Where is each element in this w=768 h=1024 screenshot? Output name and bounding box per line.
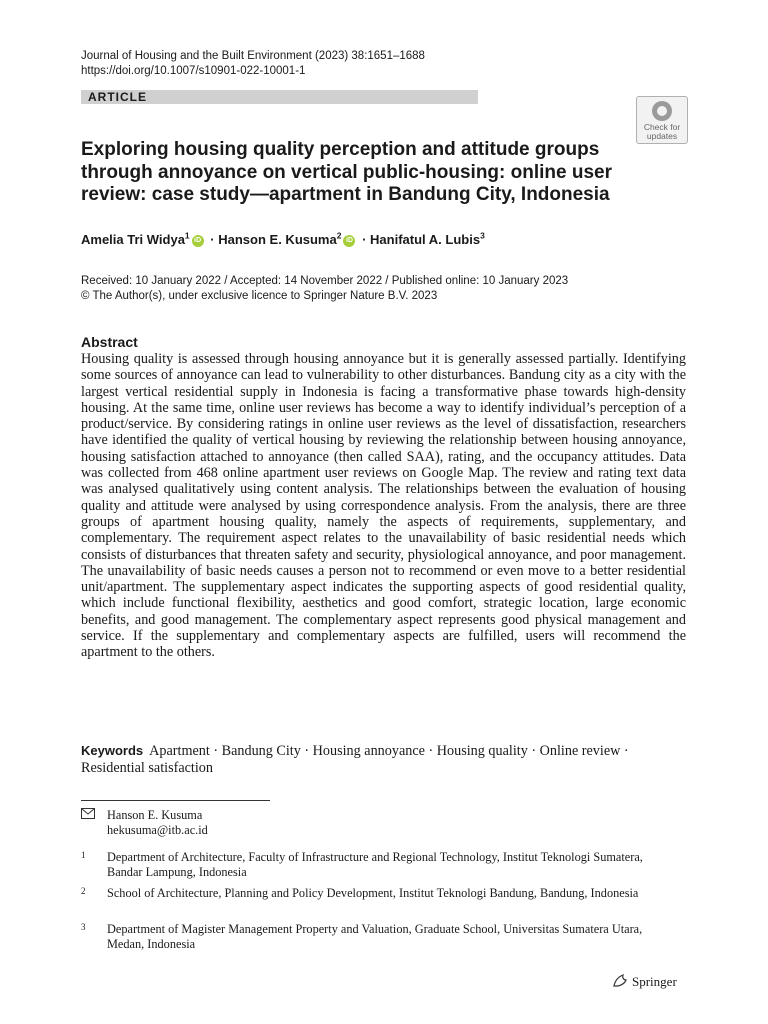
check-for-updates-badge[interactable] bbox=[636, 96, 688, 144]
author-name[interactable]: Hanson E. Kusuma bbox=[218, 232, 337, 247]
author-separator: · bbox=[210, 232, 215, 247]
springer-horse-icon bbox=[612, 974, 628, 988]
orcid-icon[interactable]: iD bbox=[343, 235, 355, 247]
affiliation-marker: 2 bbox=[336, 230, 342, 241]
author-list bbox=[81, 232, 485, 248]
crossmark-icon bbox=[652, 101, 672, 121]
orcid-icon[interactable]: iD bbox=[192, 235, 204, 247]
dates-line: Received: 10 January 2022 / Accepted: 14 November 2022 / Published online: 10 January 2023 bbox=[81, 275, 569, 287]
envelope-icon bbox=[81, 808, 95, 823]
affiliation-text: Department of Magister Management Property and Valuation, Graduate School, Universitas Sumatera Utara, Medan, Indonesia bbox=[107, 922, 643, 951]
affiliation-text: School of Architecture, Planning and Policy Development, Institut Teknologi Bandung, Bandung, Indonesia bbox=[107, 886, 639, 900]
author-name[interactable]: Amelia Tri Widya bbox=[81, 232, 185, 247]
affiliation-marker: 1 bbox=[184, 230, 190, 241]
article-type-label: ARTICLE bbox=[88, 90, 147, 104]
publication-history bbox=[81, 274, 568, 304]
check-updates-text: Check for updates bbox=[643, 122, 681, 141]
journal-name: Journal of Housing and the Built Environment (2023) 38:1651–1688 bbox=[81, 50, 425, 62]
springer-logo bbox=[612, 974, 677, 990]
affiliation-number: 3 bbox=[81, 922, 86, 932]
affiliation-number: 1 bbox=[81, 850, 86, 860]
corresponding-author bbox=[107, 808, 667, 837]
keywords-label: Keywords bbox=[81, 743, 144, 758]
corresponding-email[interactable]: hekusuma@itb.ac.id bbox=[107, 822, 208, 837]
doi-link[interactable]: https://doi.org/10.1007/s10901-022-10001-1 bbox=[81, 65, 306, 77]
author-name[interactable]: Hanifatul A. Lubis bbox=[370, 232, 481, 247]
affiliation-number: 2 bbox=[81, 886, 86, 896]
affiliation-text: Department of Architecture, Faculty of Infrastructure and Regional Technology, Institut Teknologi Sumatera, Bandar Lampung, Indonesia bbox=[107, 850, 643, 879]
author-separator: · bbox=[362, 232, 367, 247]
corresponding-name: Hanson E. Kusuma bbox=[107, 808, 203, 822]
copyright-line: © The Author(s), under exclusive licence to Springer Nature B.V. 2023 bbox=[81, 290, 438, 302]
footnote-divider bbox=[81, 800, 270, 801]
keywords-list: Apartment · Bandung City · Housing annoyance · Housing quality · Online review · Residential satisfaction bbox=[81, 743, 629, 776]
journal-citation bbox=[81, 49, 425, 79]
affiliation-marker: 3 bbox=[480, 230, 485, 241]
abstract-text: Housing quality is assessed through housing annoyance but it is generally assessed partially. Identifying some sources of annoyance can lead to vulnerability to other disturbances. Bandung city as a city with the largest vertical residential supply in Indonesia is facing a transformative phase towards high-density housing. At the same time, online user reviews has become a way to identify individual’s perception of a product/service. By considering ratings in online user reviews as the level of dissatisfaction, researchers have identified the quality of vertical housing by reviewing the relationship between housing annoyance, housing satisfaction attached to annoyance (then called SAA), rating, and the occupancy attitudes. Data was collected from 468 online apartment user reviews on Google Map. The review and rating text data was analysed qualitatively using content analysis. The relationships between the evaluation of housing quality and attitude were analysed by using correspondence analysis. From the analysis, there are three groups of apartment housing quality, namely the aspects of requirements, supplementary, and complementary. The requirement aspect relates to the unavailability of basic residential needs which consists of disturbances that threaten safety and security, physiological annoyance, and poor management. The unavailability of basic needs causes a person not to recommend or even move to a better residential unit/apartment. The supplementary aspect indicates the supporting aspects of good residential quality, which include functional flexibility, aesthetics and good comfort, strategic location, large economic benefits, and good management. The complementary aspect represents good physical management and service. If the supplementary and complementary aspects are fulfilled, users will recommend the apartment to the others. bbox=[81, 351, 686, 661]
paper-title: Exploring housing quality perception and attitude groups through annoyance on vertical public-housing: online user review: case study—apartment in Bandung City, Indonesia bbox=[81, 139, 612, 205]
keywords-section bbox=[81, 742, 686, 777]
publisher-name: Springer bbox=[632, 974, 677, 989]
abstract-heading: Abstract bbox=[81, 334, 138, 350]
mail-icon bbox=[81, 808, 95, 819]
